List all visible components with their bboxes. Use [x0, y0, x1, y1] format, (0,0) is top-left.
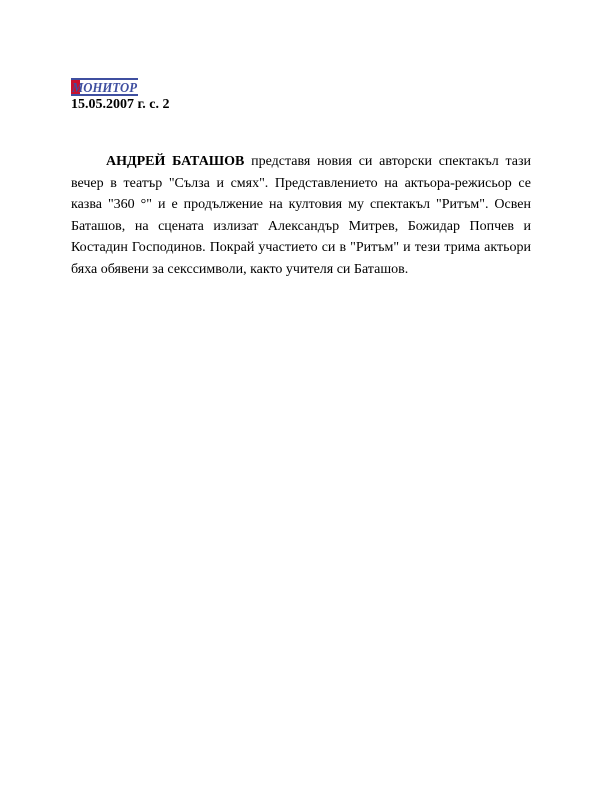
- logo-text: МОНИТОР: [71, 80, 138, 94]
- newspaper-logo: [71, 78, 138, 96]
- article-paragraph: [71, 151, 531, 280]
- publication-dateline: 15.05.2007 г. с. 2: [71, 97, 170, 112]
- article-body-text: представя новия си авторски спектакъл тази вечер в театър "Сълза и смях". Представлението на актьора-режисьор се казва "360 °" и е продължение на култовия му спектакъл "Ритъм". Освен Баташов, на сцената излизат Александър Митрев, Божидар Попчев и Костадин Господинов. Покрай участието си в "Ритъм" и тези трима актьори бяха обявени за секссимволи, както учителя си Баташов.: [71, 154, 531, 277]
- monitor-logo-mark: [71, 80, 138, 94]
- article-lead-name: АНДРЕЙ БАТАШОВ: [106, 154, 245, 169]
